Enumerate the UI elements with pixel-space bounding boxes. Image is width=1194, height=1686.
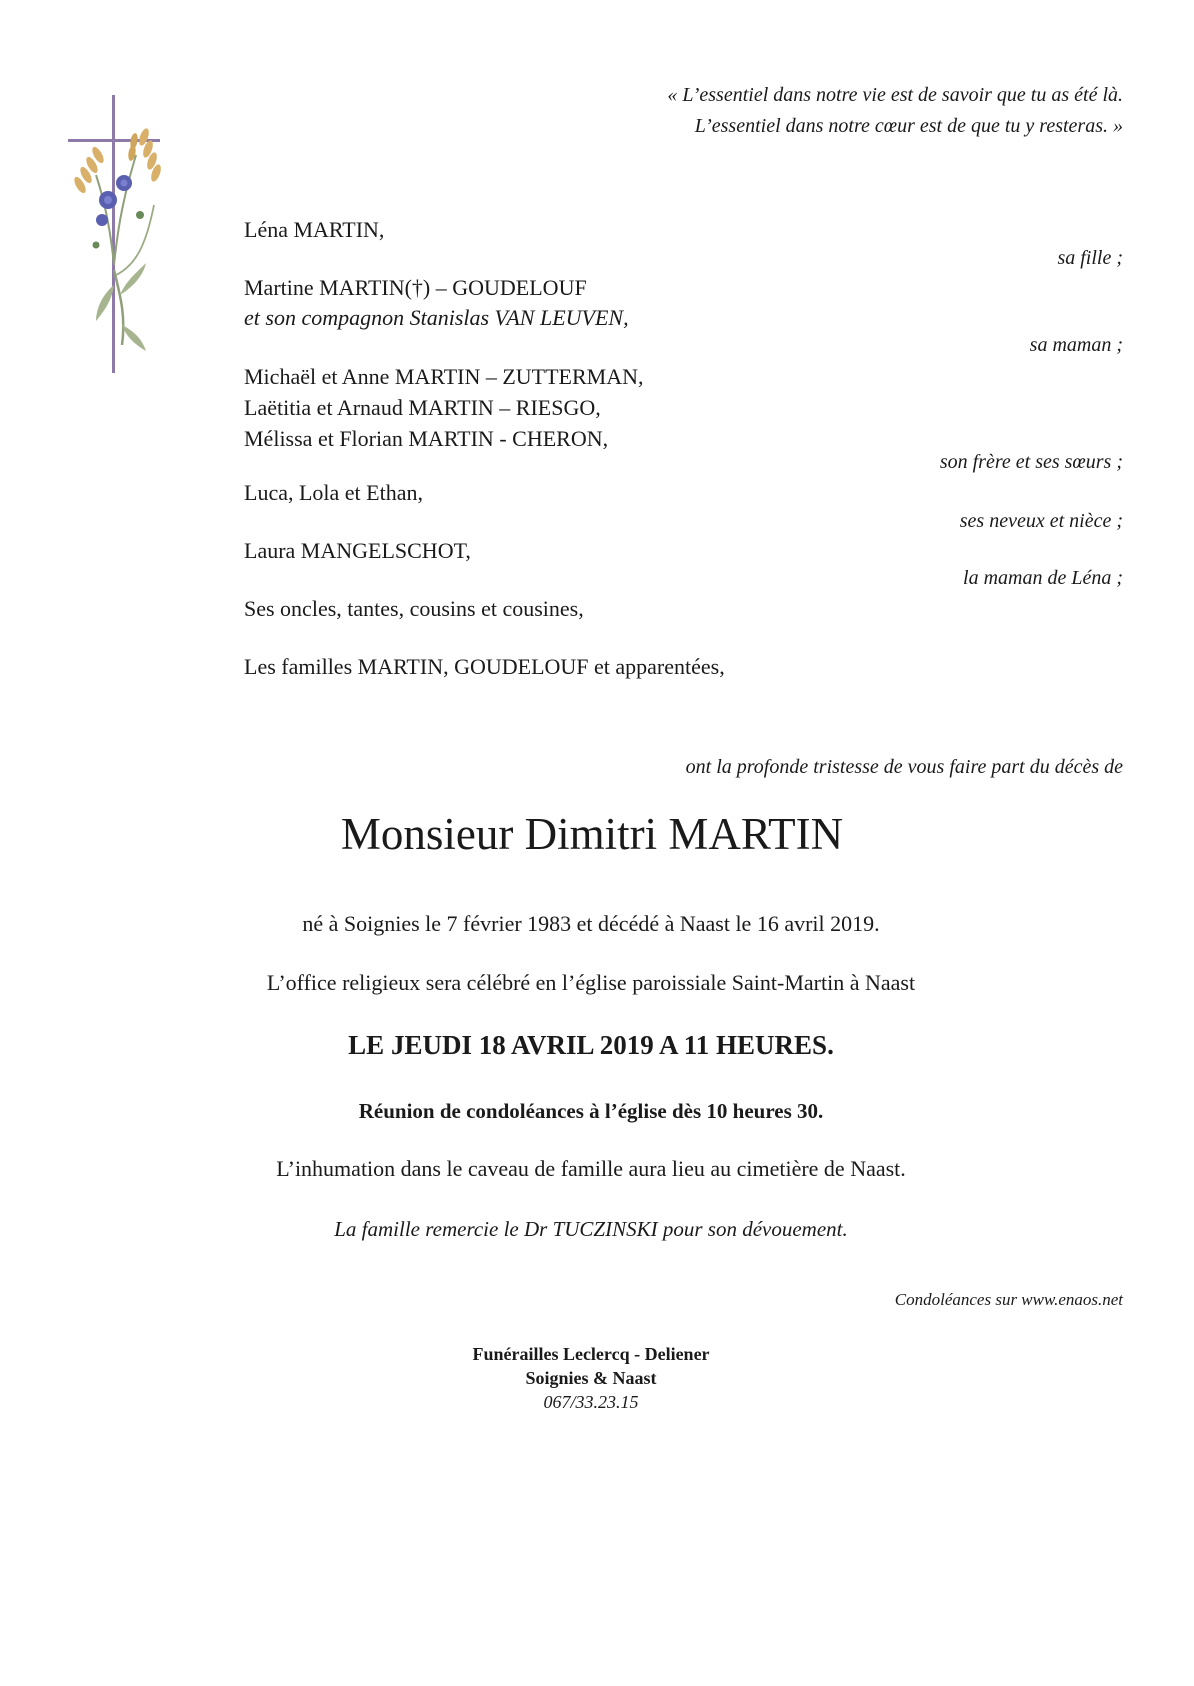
family-mother: Martine MARTIN(†) – GOUDELOUF — [244, 275, 587, 300]
funeral-home-phone: 067/33.23.15 — [543, 1392, 639, 1412]
relation-nephews: ses neveux et nièce ; — [959, 510, 1123, 532]
birth-death-text: né à Soignies le 7 février 1983 et décédé à Naast le 16 avril 2019. — [302, 911, 880, 936]
service-text: L’office religieux sera célébré en l’église paroissiale Saint-Martin à Naast — [266, 970, 916, 995]
epigraph-quote — [667, 80, 1123, 142]
family-siblings — [244, 361, 644, 454]
quote-line-2: L’essentiel dans notre cœur est de que tu y resteras. » — [694, 115, 1123, 137]
relation-siblings: son frère et ses sœurs ; — [939, 451, 1123, 473]
family-daughter: Léna MARTIN, — [244, 217, 385, 242]
family-lena-mother: Laura MANGELSCHOT, — [244, 538, 471, 563]
funeral-home-location: Soignies & Naast — [525, 1368, 657, 1388]
deceased-name: Monsieur Dimitri MARTIN — [340, 809, 844, 859]
relation-mother: sa maman ; — [1029, 334, 1123, 356]
service-date: LE JEUDI 18 AVRIL 2019 A 11 HEURES. — [348, 1030, 834, 1060]
relation-lena-mother: la maman de Léna ; — [963, 567, 1123, 589]
family-nephews: Luca, Lola et Ethan, — [244, 480, 423, 505]
family-mother-partner: et son compagnon Stanislas VAN LEUVEN, — [244, 305, 629, 330]
sibling-line: Laëtitia et Arnaud MARTIN – RIESGO, — [244, 395, 601, 420]
sibling-line: Michaël et Anne MARTIN – ZUTTERMAN, — [244, 364, 644, 389]
announcement-text: ont la profonde tristesse de vous faire part du décès de — [685, 756, 1123, 778]
family-extended: Ses oncles, tantes, cousins et cousines, — [244, 596, 584, 621]
quote-line-1: « L’essentiel dans notre vie est de savoir que tu as été là. — [667, 84, 1123, 106]
burial-text: L’inhumation dans le caveau de famille aura lieu au cimetière de Naast. — [276, 1156, 906, 1181]
sibling-line: Mélissa et Florian MARTIN - CHERON, — [244, 426, 609, 451]
condolences-meeting: Réunion de condoléances à l’église dès 10 heures 30. — [358, 1099, 824, 1123]
family-families: Les familles MARTIN, GOUDELOUF et apparentées, — [244, 654, 725, 679]
funeral-home-name: Funérailles Leclercq - Deliener — [472, 1344, 710, 1364]
online-condolences: Condoléances sur www.enaos.net — [894, 1290, 1123, 1309]
relation-daughter: sa fille ; — [1057, 247, 1123, 269]
thanks-text: La famille remercie le Dr TUCZINSKI pour son dévouement. — [334, 1217, 848, 1241]
cross-with-wheat-and-cornflowers-icon — [66, 95, 176, 405]
